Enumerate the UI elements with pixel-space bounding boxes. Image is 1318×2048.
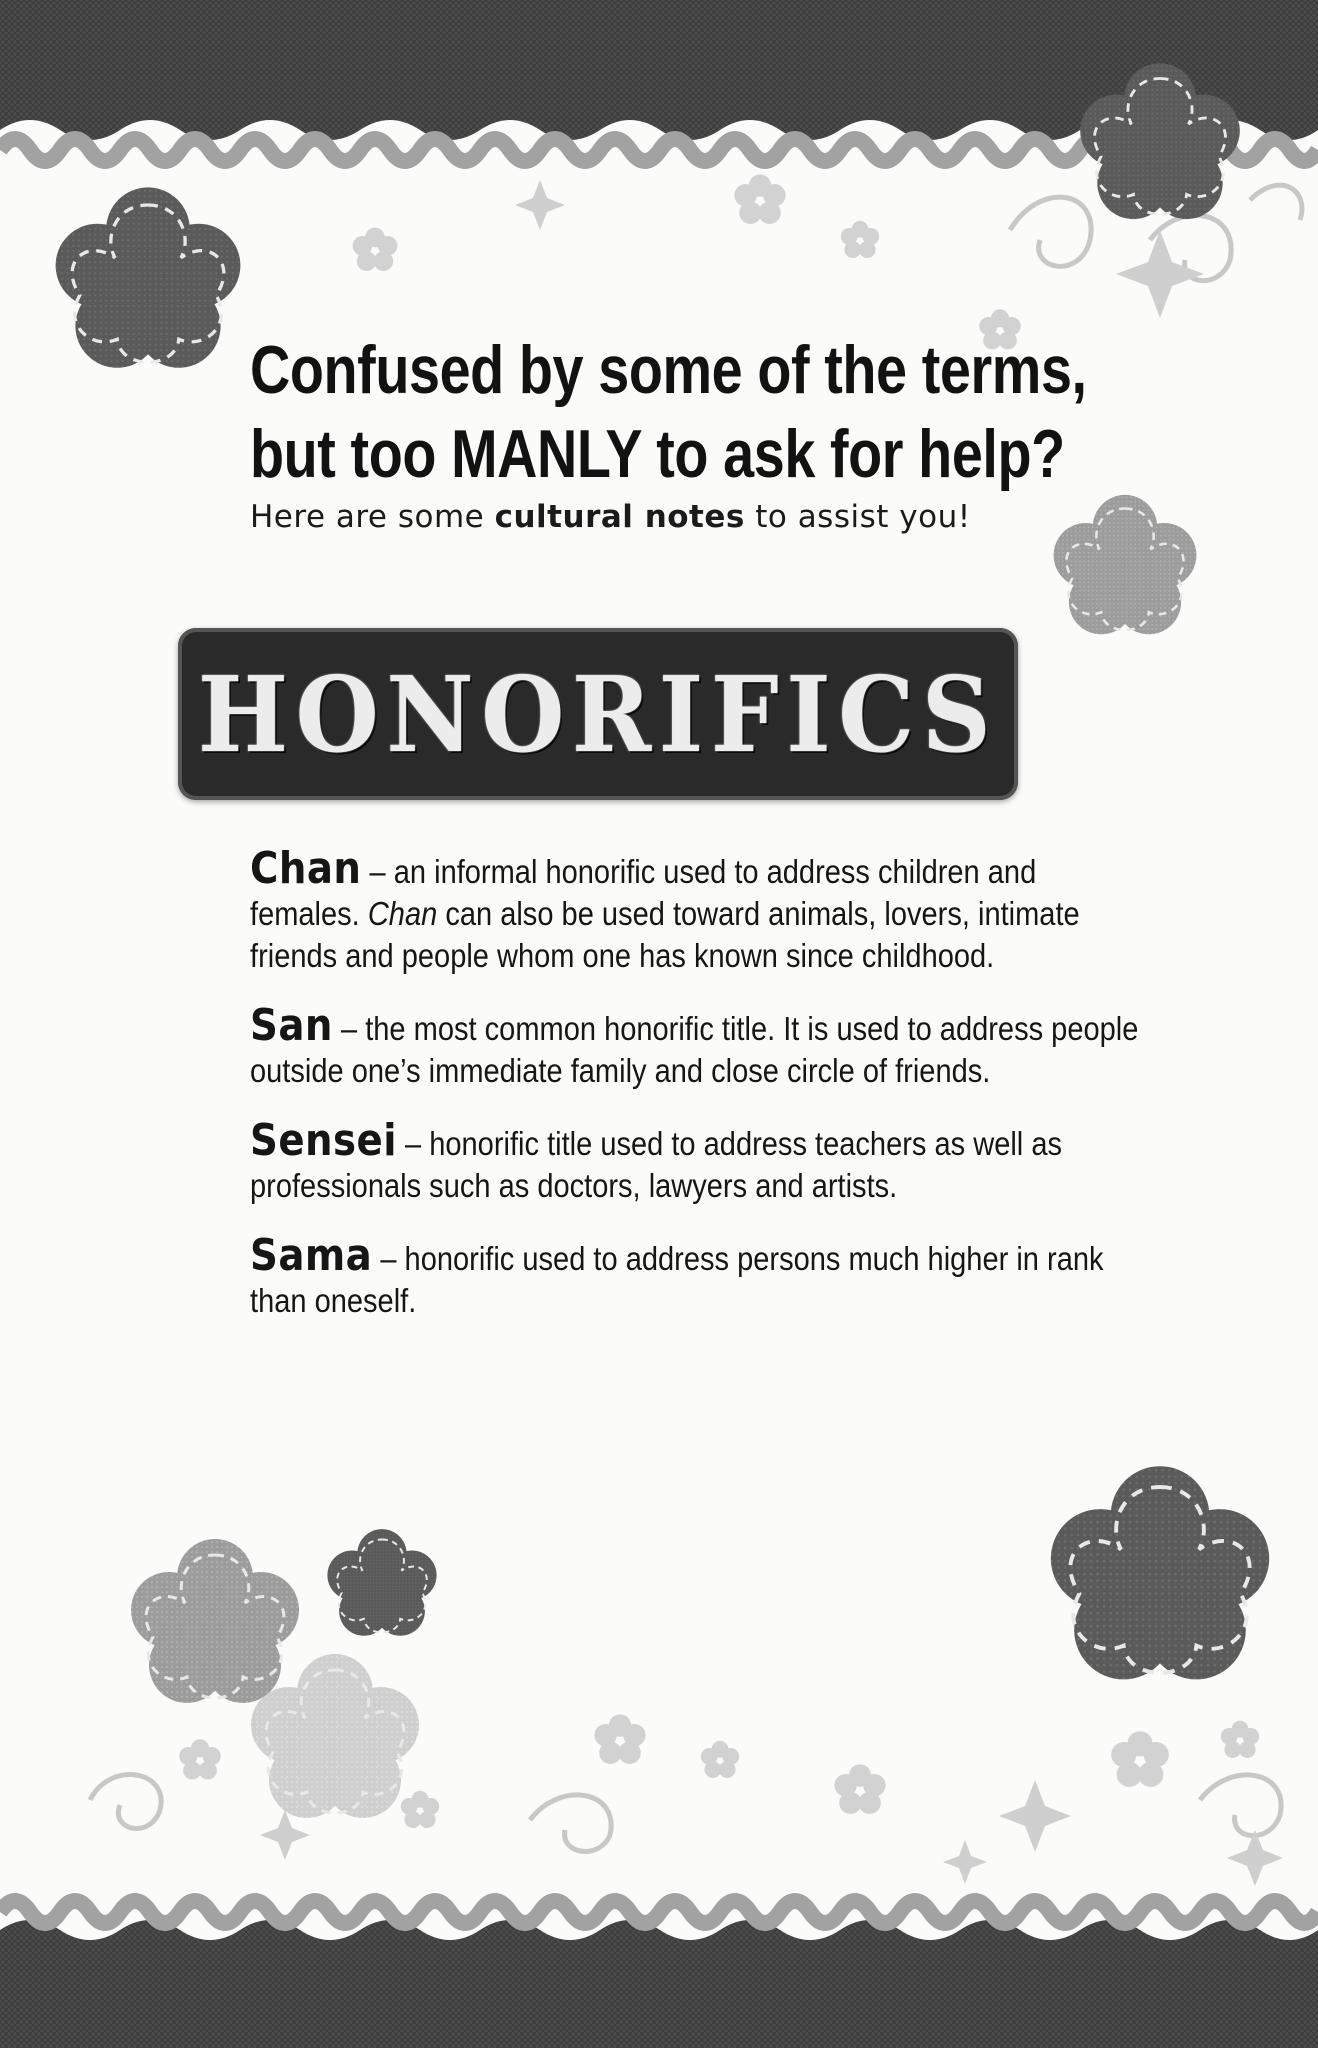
entry-term: Sensei [250,1115,397,1166]
entry-definition-emphasis: Chan [367,895,438,932]
entry-separator: – [332,1010,366,1047]
headline-line-2: but too MANLY to ask for help? [250,416,1065,492]
glossary-entry-sensei [250,1115,1148,1207]
entry-definition: honorific used to address persons much higher in rank than oneself. [250,1240,1104,1319]
entry-term: Sama [250,1230,373,1281]
bottom-rickrack [0,1901,1318,1923]
glossary-entry-chan [250,843,1148,977]
entry-definition: the most common honorific title. It is used to address people outside one’s immediate family and close circle of friends. [250,1010,1139,1089]
subheading [250,497,971,537]
banner-title: HONORIFICS [197,652,999,776]
swirl-icon [90,1775,1281,1852]
entry-separator: – [372,1240,405,1277]
headline-line-1: Confused by some of the terms, [250,332,1087,408]
glossary-entry-san [250,1000,1148,1092]
subhead-text: Here are some [250,499,495,535]
bottom-fabric-border [0,1920,1318,2048]
entry-definition-cont: can also be used toward animals, lovers, intimate friends and people whom one has known since childhood. [250,895,1080,974]
glossary-entry-sama [250,1230,1148,1322]
honorifics-banner [178,628,1018,800]
subhead-text-end: to assist you! [744,499,971,535]
entry-term: Chan [250,843,362,894]
entry-term: San [250,1000,333,1051]
entry-definition: an informal honorific used to address children and females. [250,853,1037,932]
page-headline [250,328,1087,496]
entry-definition: honorific title used to address teachers as well as professionals such as doctors, lawyers and artists. [250,1125,1062,1204]
entry-separator: – [361,853,394,890]
entry-separator: – [396,1125,430,1162]
glossary-list [250,843,1150,1350]
subhead-emphasis: cultural notes [494,499,745,535]
